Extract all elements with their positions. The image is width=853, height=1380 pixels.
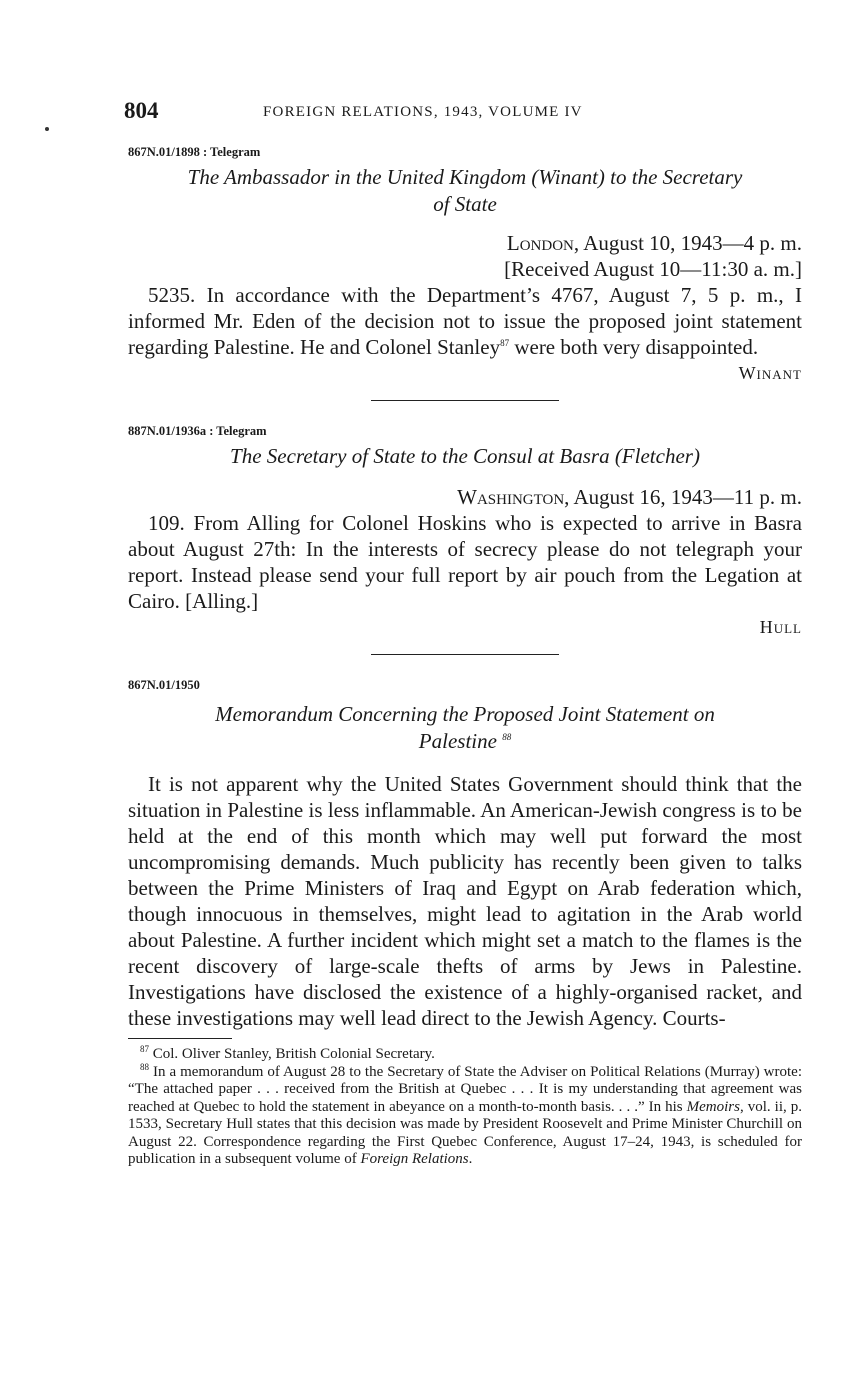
doc3-title-line1: Memorandum Concerning the Proposed Joint Statement on bbox=[215, 702, 715, 726]
footnote-88-text-b: , vol. ii, p. 1533, Secretary Hull states that this decision was made by President Roosevelt and Prime Minister Churchill on August 22. Correspondence regarding the First Quebec Conference, August 17–24, 1943, is scheduled for publication in a subsequent volume of bbox=[128, 1098, 802, 1167]
doc1-signature: Winant bbox=[738, 363, 802, 383]
footnote-88-text-c: . bbox=[468, 1151, 473, 1167]
doc1-body-part2: were both very disappointed. bbox=[509, 335, 759, 359]
doc1-dateline bbox=[128, 230, 802, 256]
doc2-dateline bbox=[128, 484, 802, 510]
separator-rule bbox=[371, 400, 559, 401]
footnotes bbox=[128, 1046, 802, 1169]
margin-dot bbox=[45, 127, 49, 131]
doc1-title-line1: The Ambassador in the United Kingdom (Winant) to the Secretary bbox=[187, 165, 743, 189]
doc3-file-id: 867N.01/1950 bbox=[128, 678, 200, 692]
footnote-87 bbox=[128, 1046, 802, 1064]
doc2-dateline-date: , August 16, 1943—11 p. m. bbox=[564, 485, 802, 509]
footnote-88-foreign-relations: Foreign Relations bbox=[360, 1151, 469, 1167]
page-number: 804 bbox=[124, 98, 159, 123]
doc1-dateline-date: , August 10, 1943—4 p. m. bbox=[573, 231, 802, 255]
doc3-title-line2 bbox=[128, 728, 802, 755]
doc1-title-line2: of State bbox=[433, 192, 497, 216]
doc2-dateline-place: Washington bbox=[457, 485, 565, 509]
doc3-body: It is not apparent why the United States Government should think that the situation in Palestine is less inflammable. An American-Jewish congress is to be held at the end of this month which may well put forward the most uncompromising demands. Much publicity has recently been given to talks between the Prime Ministers of Iraq and Egypt on Arab federation which, though innocuous in themselves, might lead to agitation in the Arab world about Palestine. A further incident which might set a match to the flames is the recent discovery of large-scale thefts of arms by Jews in Palestine. Investigations have disclosed the existence of a highly-organised racket, and these investigations may well lead direct to the Jewish Agency. Courts- bbox=[128, 772, 802, 1030]
doc3-title-palestine: Palestine bbox=[418, 729, 497, 753]
doc1-title bbox=[128, 164, 802, 218]
footnote-ref-88: 88 bbox=[502, 732, 512, 742]
doc1-file-id: 867N.01/1898 : Telegram bbox=[128, 145, 261, 159]
doc1-body bbox=[128, 282, 802, 360]
doc1-dateline-place: London bbox=[506, 231, 574, 255]
doc2-title: The Secretary of State to the Consul at Basra (Fletcher) bbox=[230, 444, 700, 468]
running-head bbox=[124, 96, 802, 130]
footnote-rule bbox=[128, 1038, 232, 1039]
doc3-title bbox=[128, 701, 802, 755]
footnote-88-text-a: In a memorandum of August 28 to the Secretary of State the Adviser on Political Relations (Murray) wrote: “The attached paper . . . received from the British at Quebec . . . It is my understanding that agreement was reached at Quebec to hold the statement in abeyance on a month-to-month basis. . . .” In his bbox=[128, 1063, 803, 1115]
running-head-title: FOREIGN RELATIONS, 1943, VOLUME IV bbox=[263, 104, 583, 120]
footnote-88-memoirs: Memoirs bbox=[686, 1098, 740, 1115]
footnote-88 bbox=[128, 1061, 803, 1169]
separator-rule bbox=[371, 654, 559, 655]
footnote-87-text: Col. Oliver Stanley, British Colonial Secretary. bbox=[152, 1046, 435, 1062]
doc1-received: [Received August 10—11:30 a. m.] bbox=[504, 257, 802, 281]
footnote-88-mark: 88 bbox=[140, 1061, 149, 1072]
doc1-body-part1: 5235. In accordance with the Department’s 4767, August 7, 5 p. m., I informed Mr. Eden of the decision not to issue the proposed joint statement regarding Palestine. He and Colonel Stanley bbox=[128, 283, 802, 359]
doc2-body: 109. From Alling for Colonel Hoskins who is expected to arrive in Basra about August 27th: In the interests of secrecy please do not telegraph your report. Instead please send your full report by air pouch from the Legation at Cairo. [Alling.] bbox=[128, 511, 802, 613]
page bbox=[124, 96, 803, 1169]
doc2-signature: Hull bbox=[759, 617, 802, 637]
doc2-file-id: 887N.01/1936a : Telegram bbox=[128, 424, 267, 438]
footnote-ref-87: 87 bbox=[500, 338, 510, 348]
footnote-87-mark: 87 bbox=[140, 1044, 149, 1054]
